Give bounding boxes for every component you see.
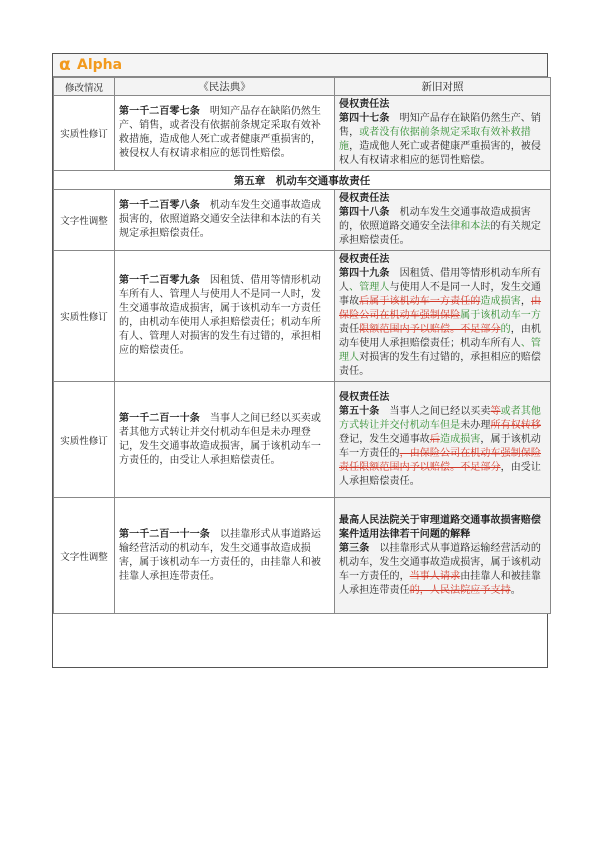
comparison-text — [335, 190, 550, 250]
change-type-cell: 实质性修订 — [54, 382, 115, 498]
old-article-number: 第五十条 — [339, 405, 380, 417]
old-article-number: 第四十七条 — [339, 113, 390, 124]
table-row — [54, 382, 551, 498]
chapter-title: 第五章 机动车交通事故责任 — [54, 171, 551, 190]
unchanged-text: 当事人之间已经以买卖 — [379, 405, 491, 417]
civil-article-text: 以挂靠形式从事道路运输经营活动的机动车，发生交通事故造成损害，属于该机动车一方责任的，由挂靠人和被挂靠人承担连带责任。 — [119, 528, 322, 582]
unchanged-text: 明知产品存在缺陷仍然生产、销售， — [339, 113, 541, 138]
comparison-text — [335, 96, 550, 170]
deleted-text: 限额范围内予以赔偿。不足部分 — [359, 324, 501, 335]
old-article-number: 第四十九条 — [339, 268, 390, 279]
change-type-cell: 实质性修订 — [54, 96, 115, 171]
unchanged-text: 机动车发生交通事故造成损害的，依照道路交通安全法 — [339, 207, 531, 232]
comparison-cell — [335, 498, 551, 614]
deleted-text: 当事人请求 — [409, 570, 461, 582]
unchanged-text: 未办理 — [460, 419, 491, 431]
added-text: 或者没有依据前条规定采取有效补救措施 — [339, 127, 531, 152]
civil-code-cell — [115, 498, 335, 614]
table-row — [54, 190, 551, 251]
comparison-cell — [335, 96, 551, 171]
old-law-name: 侵权责任法 — [339, 193, 390, 204]
civil-article-text: 当事人之间已经以买卖或者其他方式转让并交付机动车但是未办理登记，发生交通事故造成损害，属于该机动车一方责任的，由受让人承担赔偿责任。 — [119, 412, 322, 466]
change-type-cell: 文字性调整 — [54, 498, 115, 614]
table-row — [54, 96, 551, 171]
header-civil-code: 《民法典》 — [115, 78, 335, 96]
civil-code-text — [115, 526, 334, 586]
unchanged-text: ，造成他人死亡或者健康严重损害的，被侵权人有权请求相应的惩罚性赔偿。 — [339, 141, 542, 166]
civil-code-text — [115, 410, 334, 470]
civil-article-text: 因租赁、借用等情形机动车所有人、管理人与使用人不是同一人时，发生交通事故造成损害，属于该机动车一方责任的，由机动车使用人承担赔偿责任；机动车所有人、管理人对损害的发生有过错的，承担相应的赔偿责任。 — [119, 275, 322, 356]
added-text: 、管理人 — [349, 282, 390, 293]
change-type-cell: 实质性修订 — [54, 251, 115, 382]
civil-code-cell — [115, 96, 335, 171]
civil-article-number: 第一千二百一十一条 — [119, 528, 210, 540]
comparison-cell — [335, 251, 551, 382]
unchanged-text: 登记，发生交通事故 — [339, 433, 430, 445]
comparison-cell — [335, 382, 551, 498]
deleted-text: 后属于该机动车一方责任的 — [359, 296, 481, 307]
unchanged-text: ， — [520, 296, 531, 307]
old-article-number: 第三条 — [339, 542, 370, 554]
deleted-text: 等 — [490, 405, 501, 417]
unchanged-text: 由挂靠人和被挂靠人承担连带责任 — [339, 570, 542, 596]
unchanged-text: 对损害的发生有过错的，承担相应的赔偿责任。 — [339, 352, 542, 377]
brand-name: Alpha — [77, 57, 123, 73]
comparison-cell — [335, 190, 551, 251]
old-law-name: 侵权责任法 — [339, 99, 390, 110]
header-comparison: 新旧对照 — [335, 78, 551, 96]
civil-article-number: 第一千二百零九条 — [119, 275, 200, 286]
added-text: 造成损害 — [480, 296, 521, 307]
deleted-text: 由保险公司在机动车强制保险 — [339, 296, 542, 321]
unchanged-text: 与使用人不是同一人时，发生交通事故 — [339, 282, 542, 307]
brand-bar — [53, 54, 547, 77]
added-text: 属于该机动车一方 — [460, 310, 542, 321]
old-law-name: 侵权责任法 — [339, 391, 390, 403]
civil-code-cell — [115, 382, 335, 498]
old-article-number: 第四十八条 — [339, 207, 390, 218]
unchanged-text: 责任 — [339, 324, 360, 335]
civil-code-cell — [115, 251, 335, 382]
added-text: 的 — [500, 324, 511, 335]
unchanged-text: 因租赁、借用等情形机动车所有人 — [339, 268, 541, 293]
added-text: 或者其他方式转让并交付机动车但是 — [339, 405, 542, 431]
old-law-name: 侵权责任法 — [339, 254, 390, 265]
alpha-logo-icon: α — [59, 55, 71, 75]
deleted-text: 所有权转移 — [490, 419, 542, 431]
comparison-document — [52, 53, 548, 668]
unchanged-text: ，由受让人承担赔偿责任。 — [339, 461, 542, 487]
added-text: 、管理人 — [339, 338, 542, 363]
unchanged-text: ，由机动车使用人承担赔偿责任；机动车所有人 — [339, 324, 542, 349]
table-row — [54, 498, 551, 614]
civil-code-text — [115, 272, 334, 360]
civil-code-cell — [115, 190, 335, 251]
unchanged-text: 的有关规定承担赔偿责任。 — [339, 221, 542, 246]
civil-article-number: 第一千二百零七条 — [119, 106, 200, 117]
comparison-table — [53, 77, 551, 614]
old-law-name: 最高人民法院关于审理道路交通事故损害赔偿案件适用法律若干问题的解释 — [339, 514, 541, 540]
header-change-type: 修改情况 — [54, 78, 115, 96]
civil-article-text: 机动车发生交通事故造成损害的，依照道路交通安全法律和本法的有关规定承担赔偿责任。 — [119, 200, 322, 239]
deleted-text: ，由保险公司在机动车强制保险责任限额范围内予以赔偿。不足部分 — [339, 447, 542, 473]
deleted-text: 的，人民法院应予支持 — [409, 584, 511, 596]
deleted-text: 后 — [429, 433, 441, 445]
unchanged-text: ，属于该机动车一方责任的 — [339, 433, 542, 459]
chapter-row — [54, 171, 551, 190]
civil-code-text — [115, 103, 334, 163]
added-text: 律和本法 — [450, 221, 491, 232]
table-header-row — [54, 78, 551, 96]
comparison-text — [335, 389, 550, 491]
unchanged-text: 以挂靠形式从事道路运输经营活动的机动车，发生交通事故造成损害，属于该机动车一方责任的， — [339, 542, 542, 582]
table-row — [54, 251, 551, 382]
change-type-cell: 文字性调整 — [54, 190, 115, 251]
civil-article-number: 第一千二百零八条 — [119, 200, 200, 211]
civil-code-text — [115, 197, 334, 243]
civil-article-number: 第一千二百一十条 — [119, 412, 200, 424]
comparison-text — [335, 251, 550, 381]
civil-article-text: 明知产品存在缺陷仍然生产、销售，或者没有依据前条规定采取有效补救措施，造成他人死亡或者健康严重损害的，被侵权人有权请求相应的惩罚性赔偿。 — [119, 106, 322, 159]
comparison-text — [335, 512, 550, 600]
added-text: 造成损害 — [440, 433, 481, 445]
unchanged-text: 。 — [510, 584, 521, 596]
